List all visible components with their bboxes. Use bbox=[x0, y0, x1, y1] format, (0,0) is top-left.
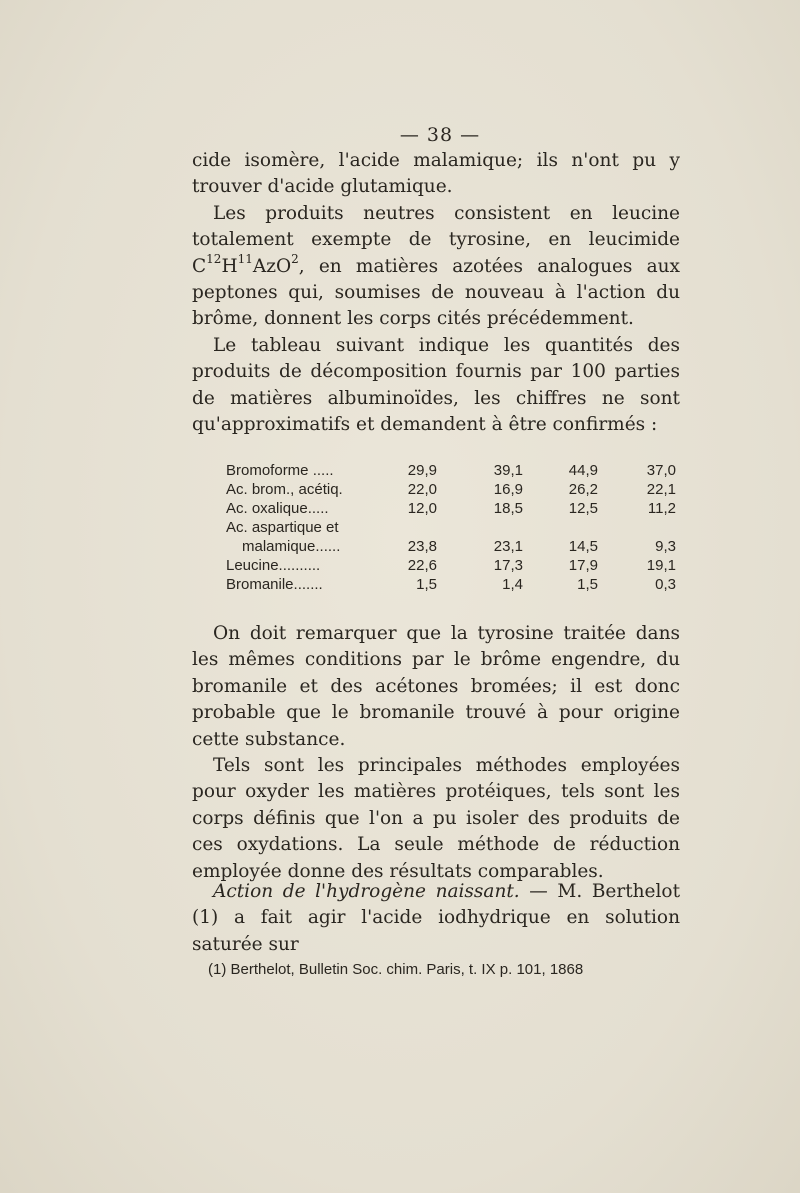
cell: 11,2 bbox=[647, 500, 676, 517]
cell: 23,8 bbox=[407, 538, 437, 555]
text-block-top bbox=[192, 148, 680, 438]
cell: 22,0 bbox=[407, 481, 437, 498]
cell: 0,3 bbox=[655, 576, 676, 593]
row-label: Bromoforme ..... bbox=[226, 462, 334, 479]
text-block-section bbox=[192, 879, 680, 958]
cell: 44,9 bbox=[568, 462, 598, 479]
paragraph-3: Le tableau suivant indique les quantités des produits de décomposition fournis par 100 parties de matières albuminoïdes, les chiffres ne sont qu'approximatifs et demandent à être confirmés : bbox=[192, 334, 680, 436]
results-table bbox=[226, 461, 676, 594]
cell: 29,9 bbox=[407, 462, 437, 479]
text-block-middle bbox=[192, 621, 680, 885]
page-number: — 38 — bbox=[399, 124, 481, 146]
table-row bbox=[226, 461, 676, 480]
row-label: Leucine.......... bbox=[226, 557, 321, 574]
section-title: Action de l'hydrogène naissant. bbox=[213, 881, 520, 902]
cell: 22,1 bbox=[646, 481, 676, 498]
cell: 26,2 bbox=[568, 481, 598, 498]
table-row bbox=[226, 575, 676, 594]
paragraph-1: cide isomère, l'acide malamique; ils n'ont pu y trouver d'acide glutamique. bbox=[192, 150, 680, 198]
cell: 17,3 bbox=[493, 557, 523, 574]
table-row bbox=[226, 537, 676, 556]
paragraph-2: Les produits neutres consistent en leucine totalement exempte de tyrosine, en leucimide $C^{12}H^{11}AzO^2$, en matières azotées analogues aux peptones qui, soumises de nouveau à l'action du brôme, donnent les corps cités précédemment. bbox=[192, 202, 680, 330]
cell: 9,3 bbox=[655, 538, 676, 555]
cell: 12,0 bbox=[407, 500, 437, 517]
table-row bbox=[226, 499, 676, 518]
row-label: Ac. brom., acétiq. bbox=[226, 481, 343, 498]
cell: 17,9 bbox=[568, 557, 598, 574]
row-label: malamique...... bbox=[242, 538, 341, 555]
footnote: (1) Berthelot, Bulletin Soc. chim. Paris, t. IX p. 101, 1868 bbox=[208, 961, 584, 978]
section-text: — M. Berthelot (1) a fait agir l'acide iodhydrique en solution saturée sur bbox=[192, 881, 680, 955]
cell: 1,5 bbox=[416, 576, 437, 593]
table-row bbox=[226, 518, 656, 537]
cell: 37,0 bbox=[646, 462, 676, 479]
paragraph-4: On doit remarquer que la tyrosine traitée dans les mêmes conditions par le brôme engendre, du bromanile et des acétones bromées; il est donc probable que le bromanile trouvé à pour origine cette substance. bbox=[192, 623, 680, 750]
cell: 39,1 bbox=[493, 462, 523, 479]
cell: 1,4 bbox=[502, 576, 523, 593]
table-row bbox=[226, 556, 676, 575]
cell: 23,1 bbox=[493, 538, 523, 555]
cell: 14,5 bbox=[568, 538, 598, 555]
cell: 22,6 bbox=[407, 557, 437, 574]
cell: 16,9 bbox=[493, 481, 523, 498]
table-row bbox=[226, 480, 676, 499]
section-paragraph bbox=[192, 879, 680, 958]
cell: 18,5 bbox=[493, 500, 523, 517]
row-label: Ac. aspartique et bbox=[226, 519, 339, 536]
cell: 19,1 bbox=[646, 557, 676, 574]
paragraph-5: Tels sont les principales méthodes employées pour oxyder les matières protéiques, tels sont les corps définis que l'on a pu isoler des produits de ces oxydations. La seule méthode de réduction employée donne des résultats comparables. bbox=[192, 755, 680, 882]
row-label: Ac. oxalique..... bbox=[226, 500, 329, 517]
cell: 1,5 bbox=[577, 576, 598, 593]
row-label: Bromanile....... bbox=[226, 576, 323, 593]
cell: 12,5 bbox=[568, 500, 598, 517]
